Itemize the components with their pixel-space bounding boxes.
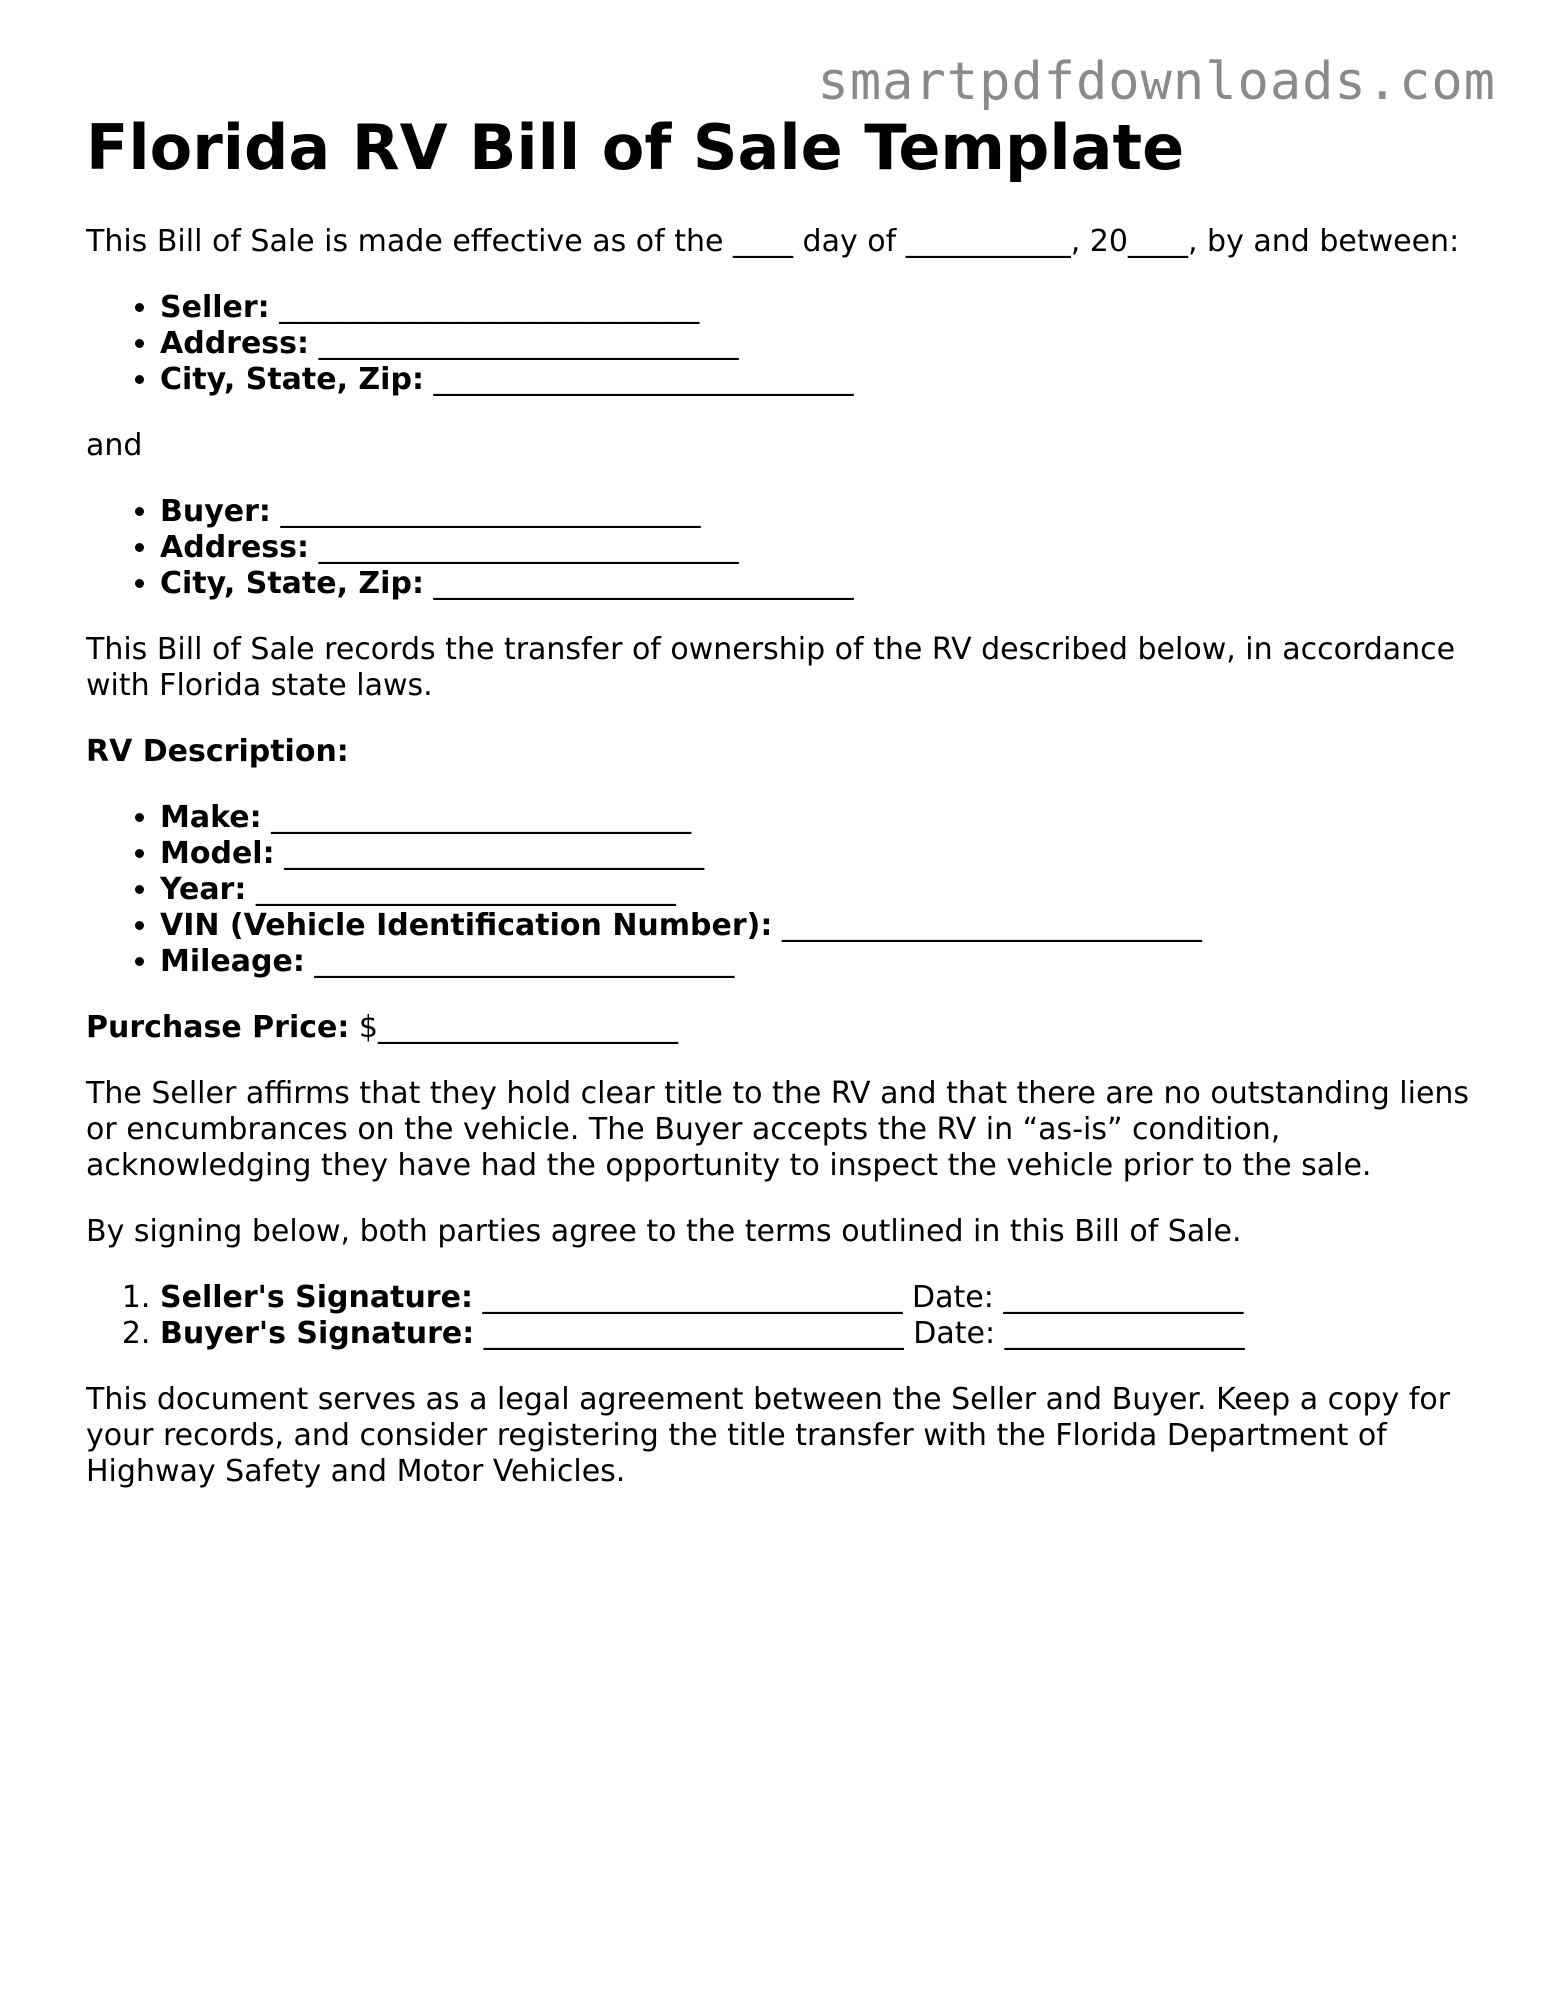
field-label: City, State, Zip: xyxy=(160,566,424,601)
field-label: Buyer: xyxy=(160,494,271,529)
seller-signature-line xyxy=(160,1280,1486,1316)
field-label: Seller: xyxy=(160,290,270,325)
rv-field-list xyxy=(86,800,1486,980)
field-blank: ____________________________ xyxy=(246,872,676,907)
seller-address-field xyxy=(160,326,1486,362)
field-label: Model: xyxy=(160,836,275,871)
field-label: Seller's Signature: xyxy=(160,1280,473,1315)
rv-vin-field xyxy=(160,908,1486,944)
buyer-field-list xyxy=(86,494,1486,602)
field-label: Make: xyxy=(160,800,262,835)
buyer-address-field xyxy=(160,530,1486,566)
rv-year-field xyxy=(160,872,1486,908)
field-blank: ____________________________ xyxy=(423,566,854,601)
field-blank: ____________________________ Date: ________________ xyxy=(472,1280,1244,1315)
transfer-paragraph: This Bill of Sale records the transfer of ownership of the RV described below, in accordance with Florida state laws. xyxy=(86,632,1456,703)
field-blank: ____________________________ xyxy=(304,944,735,979)
rv-mileage-field xyxy=(160,944,1486,980)
purchase-price-field xyxy=(86,1010,1486,1046)
seller-name-field xyxy=(160,290,1486,326)
page-title: Florida RV Bill of Sale Template xyxy=(86,111,1185,184)
field-blank: ____________________________ Date: ________________ xyxy=(474,1316,1245,1351)
document-body xyxy=(86,112,1486,1490)
seller-city-state-zip-field xyxy=(160,362,1486,398)
seller-field-list xyxy=(86,290,1486,398)
field-label: Buyer's Signature: xyxy=(160,1316,475,1351)
field-label: Mileage: xyxy=(160,944,305,979)
field-blank: ____________________________ xyxy=(270,494,701,529)
field-blank: $____________________ xyxy=(349,1010,678,1045)
buyer-signature-line xyxy=(160,1316,1486,1352)
field-label: VIN (Vehicle Identification Number): xyxy=(160,908,773,943)
field-blank: ____________________________ xyxy=(269,290,700,325)
and-text: and xyxy=(86,428,143,463)
buyer-city-state-zip-field xyxy=(160,566,1486,602)
field-blank: ____________________________ xyxy=(309,326,739,361)
field-label: City, State, Zip: xyxy=(160,362,424,397)
rv-model-field xyxy=(160,836,1486,872)
field-blank: ____________________________ xyxy=(423,362,854,397)
field-label: Purchase Price: xyxy=(86,1010,350,1045)
rv-make-field xyxy=(160,800,1486,836)
field-label: Address: xyxy=(160,326,310,361)
field-blank: ____________________________ xyxy=(274,836,705,871)
closing-paragraph: This document serves as a legal agreement between the Seller and Buyer. Keep a copy for your records, and consider registering the title transfer with the Florida Department of Highway Safety and Motor Vehicles. xyxy=(86,1382,1451,1489)
field-blank: ____________________________ xyxy=(309,530,739,565)
field-label: Year: xyxy=(160,872,247,907)
signing-paragraph: By signing below, both parties agree to the terms outlined in this Bill of Sale. xyxy=(86,1214,1242,1249)
signature-list xyxy=(86,1280,1486,1352)
field-blank: ____________________________ xyxy=(261,800,692,835)
field-label: Address: xyxy=(160,530,310,565)
watermark: smartpdfdownloads.com xyxy=(817,52,1496,112)
affirmation-paragraph: The Seller affirms that they hold clear title to the RV and that there are no outstanding liens or encumbrances on the vehicle. The Buyer accepts the RV in “as-is” condition, acknowledging they have had the opportunity to inspect the vehicle prior to the sale. xyxy=(86,1076,1470,1183)
field-blank: ____________________________ xyxy=(772,908,1202,943)
intro-paragraph: This Bill of Sale is made effective as of the ____ day of ___________, 20____, by and between: xyxy=(86,224,1460,259)
rv-description-heading: RV Description: xyxy=(86,734,349,769)
buyer-name-field xyxy=(160,494,1486,530)
